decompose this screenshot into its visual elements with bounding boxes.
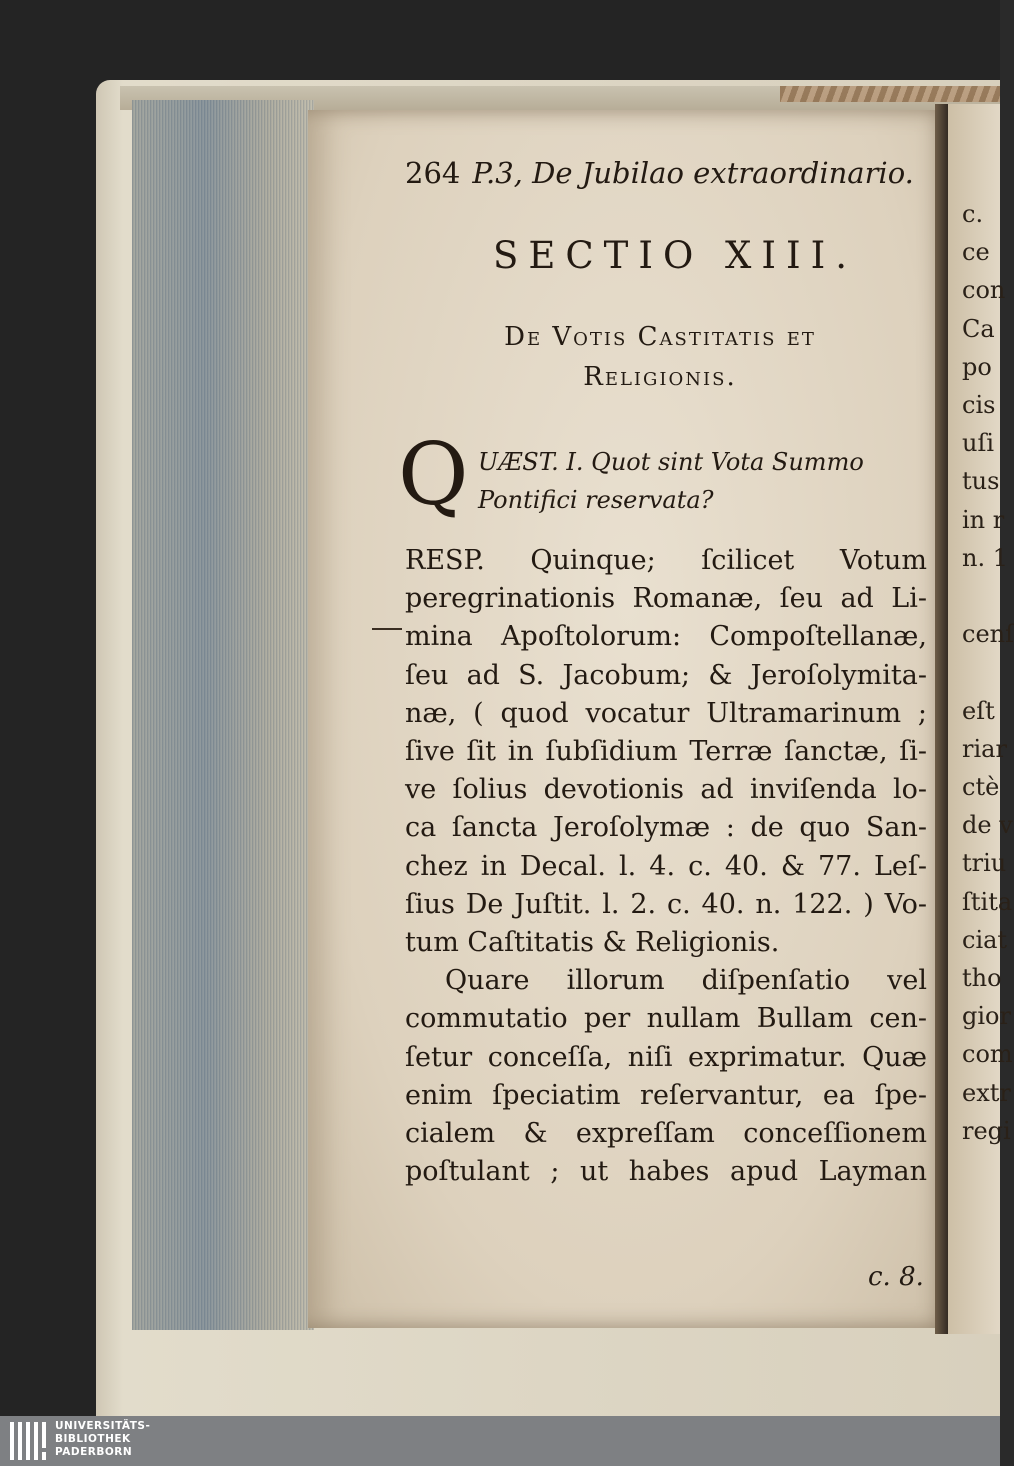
drop-capital: Q xyxy=(398,425,469,525)
body-line: ſeu ad S. Jacobum; & Jeroſolymita- xyxy=(405,659,927,691)
body-line: ſius De Juſtit. l. 2. c. 40. n. 122. ) Vo- xyxy=(405,888,927,920)
facing-page-fragment: gior xyxy=(962,1002,1011,1031)
book-gutter xyxy=(935,104,949,1334)
facing-page-fragment: de v xyxy=(962,811,1013,840)
body-line: chez in Decal. l. 4. c. 40. & 77. Leſ- xyxy=(405,850,927,882)
running-head xyxy=(405,156,925,190)
facing-page xyxy=(948,104,1014,1334)
facing-page-fragment: ciat xyxy=(962,925,1008,954)
body-line: enim ſpeciatim reſervantur, ea ſpe- xyxy=(405,1079,927,1111)
facing-page-fragment: c. xyxy=(962,200,984,228)
logo-line-3: PADERBORN xyxy=(55,1446,133,1458)
margin-mark xyxy=(372,628,402,630)
page-number: 264 xyxy=(405,156,461,190)
facing-page-fragment: con xyxy=(962,276,1006,305)
logo-line-1: UNIVERSITÄTS- xyxy=(55,1420,151,1432)
body-line: peregrinationis Romanæ, ſeu ad Li- xyxy=(405,583,927,615)
facing-page-fragment: tho xyxy=(962,964,1002,992)
body-line: ſetur conceſſa, niſi exprimatur. Quæ xyxy=(405,1041,927,1073)
facing-page-fragment: in r xyxy=(962,505,1005,534)
question-line-2: Pontifici reservata? xyxy=(478,486,714,514)
library-logo-icon xyxy=(10,1422,46,1460)
footer-bar xyxy=(0,1416,1000,1466)
facing-page-fragment: po xyxy=(962,352,992,381)
facing-page-fragment: ctè xyxy=(962,773,1000,801)
page-block-edge xyxy=(132,100,314,1330)
facing-page-fragment: cis xyxy=(962,391,996,419)
body-line: næ, ( quod vocatur Ultramarinum ; xyxy=(405,697,927,729)
body-line: commutatio per nullam Bullam cen- xyxy=(405,1003,927,1035)
body-line: ve ſolius devotionis ad inviſenda lo- xyxy=(405,774,927,806)
catchword: c. 8. xyxy=(868,1262,924,1292)
facing-page-fragment: cenſ xyxy=(962,620,1014,649)
section-title-line-1: De Votis Castitatis et xyxy=(504,322,816,352)
body-line: poſtulant ; ut habes apud Layman xyxy=(405,1156,927,1188)
facing-page-fragment: ce xyxy=(962,238,990,267)
running-head-text: P.3, De Jubilao extraordinario. xyxy=(472,156,914,190)
body-line: Quare illorum diſpenſatio vel xyxy=(445,965,927,997)
body-line: RESP. Quinque; ſcilicet Votum xyxy=(405,545,927,576)
body-line: cialem & expreſſam conceſſionem xyxy=(405,1118,927,1149)
facing-page-fragment: extr xyxy=(962,1078,1011,1107)
facing-page-fragment: n. 1 xyxy=(962,543,1008,572)
facing-page-fragment: eſt xyxy=(962,696,995,725)
logo-line-2: BIBLIOTHEK xyxy=(55,1433,131,1445)
facing-page-fragment: ſtita xyxy=(962,887,1013,916)
headband xyxy=(780,86,1000,102)
facing-page-fragment: Ca xyxy=(962,314,995,343)
library-logo-text xyxy=(55,1420,150,1459)
body-line: mina Apoſtolorum: Compoſtellanæ, xyxy=(405,621,927,653)
section-title-line-2: Religionis. xyxy=(583,362,737,392)
facing-page-fragment: tus xyxy=(962,467,1000,496)
facing-page-fragment: regi xyxy=(962,1116,1011,1145)
body-line: ca ſancta Jeroſolymæ : de quo San- xyxy=(405,812,927,844)
facing-page-fragment: riar xyxy=(962,734,1007,763)
facing-page-fragment: triu xyxy=(962,849,1007,878)
section-heading: SECTIO XIII. xyxy=(492,234,857,277)
facing-page-fragment: uſi xyxy=(962,429,995,458)
body-line: tum Caſtitatis & Religionis. xyxy=(405,927,780,958)
question-line-1: UÆST. I. Quot sint Vota Summo xyxy=(478,448,864,476)
facing-page-fragment: com xyxy=(962,1040,1013,1069)
body-line: ſive ſit in ſubſidium Terræ ſanctæ, ſi- xyxy=(405,736,927,767)
